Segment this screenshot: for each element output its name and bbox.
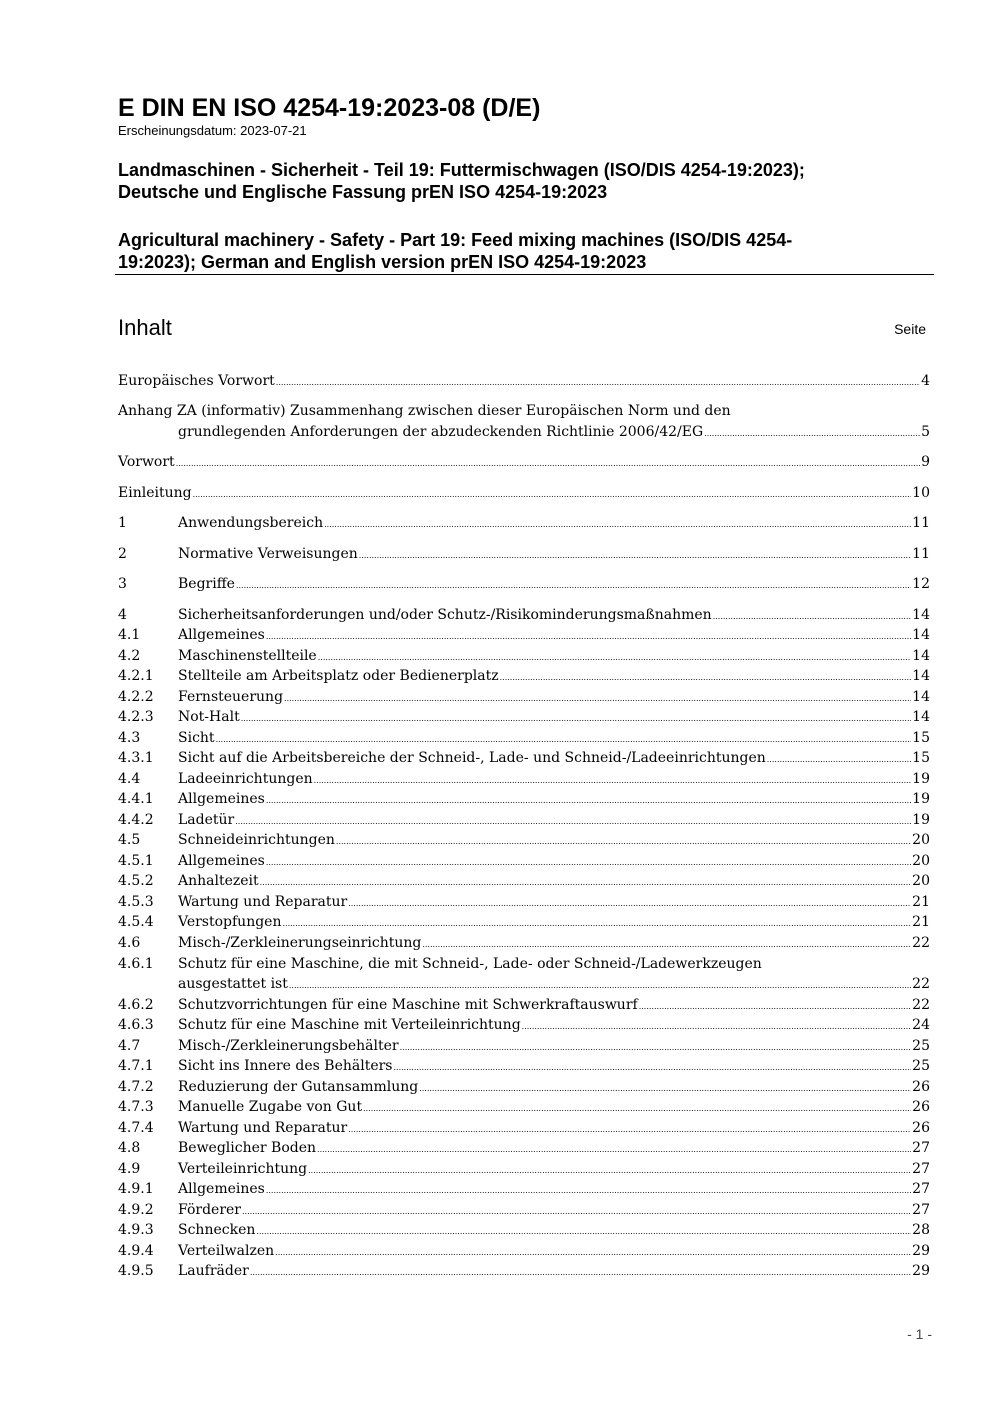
toc-dot-leader — [282, 920, 911, 928]
toc-entry-number: 4.7.1 — [118, 1058, 154, 1074]
toc-entry-title: Not-Halt — [178, 709, 240, 725]
title-german-line2: Deutsche und Englische Fassung prEN ISO 4254-19:2023 — [118, 182, 608, 202]
toc-entry-title: Allgemeines — [178, 791, 265, 807]
toc-entry[interactable] — [118, 544, 930, 564]
toc-dot-leader — [242, 1208, 911, 1216]
toc-entry-page: 27 — [912, 1181, 930, 1197]
toc-entry-number: 2 — [118, 546, 127, 562]
toc-entry-page: 29 — [912, 1243, 930, 1259]
toc-entry-title: Einleitung — [118, 485, 192, 501]
toc-entry-page: 21 — [912, 914, 930, 930]
toc-entry-number: 4.7 — [118, 1038, 141, 1054]
toc-dot-leader — [266, 859, 911, 867]
toc-entry-title: Misch-/Zerkleinerungseinrichtung — [178, 935, 422, 951]
toc-dot-leader — [236, 582, 911, 590]
toc-entry[interactable] — [118, 687, 930, 707]
toc-entry-page: 15 — [912, 750, 930, 766]
toc-entry-title: Sicht — [178, 730, 215, 746]
toc-entry-title: Allgemeines — [178, 853, 265, 869]
toc-entry[interactable] — [118, 371, 930, 391]
toc-entry-page: 29 — [912, 1263, 930, 1279]
toc-entry-title: Reduzierung der Gutansammlung — [178, 1079, 419, 1095]
toc-entry[interactable] — [118, 1015, 930, 1035]
toc-dot-leader — [256, 1228, 911, 1236]
toc-entry-number: 4.9.5 — [118, 1263, 154, 1279]
toc-entry-title: Wartung und Reparatur — [178, 894, 348, 910]
toc-entry-title: ausgestattet ist — [178, 976, 288, 992]
toc-entry[interactable] — [118, 513, 930, 533]
toc-entry-page: 14 — [912, 709, 930, 725]
toc-entry-page: 14 — [912, 689, 930, 705]
toc-entry-page: 4 — [921, 373, 930, 389]
toc-entry-page: 14 — [912, 607, 930, 623]
toc-entry-title: Verteilwalzen — [178, 1243, 275, 1259]
toc-entry[interactable] — [118, 769, 930, 789]
toc-entry[interactable] — [118, 810, 930, 830]
toc-entry-number: 4.3 — [118, 730, 141, 746]
toc-entry-page: 25 — [912, 1058, 930, 1074]
document-number: E DIN EN ISO 4254-19:2023-08 (D/E) — [118, 94, 541, 122]
toc-entry-number: 4.5.4 — [118, 914, 154, 930]
toc-dot-leader — [235, 818, 911, 826]
toc-entry[interactable] — [118, 707, 930, 727]
toc-dot-leader — [336, 838, 911, 846]
toc-dot-leader — [314, 777, 912, 785]
toc-entry-page: 19 — [912, 812, 930, 828]
toc-entry-number: 4.6 — [118, 935, 141, 951]
toc-entry-title: Stellteile am Arbeitsplatz oder Bedienerplatz — [178, 668, 499, 684]
toc-entry[interactable] — [118, 1159, 930, 1179]
issue-date: Erscheinungsdatum: 2023-07-21 — [118, 123, 307, 138]
toc-entry[interactable] — [118, 1179, 930, 1199]
toc-entry-page: 12 — [912, 576, 930, 592]
toc-entry-page: 11 — [912, 546, 930, 562]
toc-dot-leader — [348, 1126, 911, 1134]
toc-entry[interactable] — [118, 789, 930, 809]
toc-entry[interactable] — [118, 1200, 930, 1220]
toc-entry-title: Europäisches Vorwort — [118, 373, 275, 389]
toc-entry-page: 22 — [912, 997, 930, 1013]
toc-dot-leader — [359, 552, 911, 560]
toc-entry-title: Fernsteuerung — [178, 689, 284, 705]
toc-entry-number: 4.9.4 — [118, 1243, 154, 1259]
toc-entry-title: Misch-/Zerkleinerungsbehälter — [178, 1038, 399, 1054]
toc-entry[interactable] — [118, 1138, 930, 1158]
toc-entry[interactable] — [118, 646, 930, 666]
toc-entry-title: Anwendungsbereich — [178, 515, 324, 531]
toc-entry-number: 4.5 — [118, 832, 141, 848]
toc-entry[interactable] — [118, 1036, 930, 1056]
toc-entry-page: 14 — [912, 627, 930, 643]
title-english — [118, 229, 934, 273]
toc-entry[interactable] — [118, 483, 930, 503]
toc-entry[interactable] — [118, 830, 930, 850]
toc-entry[interactable] — [118, 851, 930, 871]
toc-entry-title: Sicht auf die Arbeitsbereiche der Schneid-, Lade- und Schneid-/Ladeeinrichtungen — [178, 750, 766, 766]
toc-entry-title: Schneideinrichtungen — [178, 832, 335, 848]
toc-dot-leader — [284, 695, 911, 703]
toc-entry-number: 4.7.4 — [118, 1120, 154, 1136]
toc-heading: Inhalt — [118, 315, 172, 340]
toc-entry-461-line1: Schutz für eine Maschine, die mit Schneid-, Lade- oder Schneid-/Ladewerkzeugen — [178, 956, 762, 972]
toc-entry-page: 28 — [912, 1222, 930, 1238]
toc-entry-page: 15 — [912, 730, 930, 746]
toc-entry-page: 20 — [912, 832, 930, 848]
toc-entry-number: 4.5.1 — [118, 853, 154, 869]
toc-entry[interactable] — [118, 1097, 930, 1117]
toc-entry-number: 1 — [118, 515, 127, 531]
title-german-line1: Landmaschinen - Sicherheit - Teil 19: Futtermischwagen (ISO/DIS 4254-19:2023); — [118, 160, 805, 180]
title-german — [118, 159, 934, 203]
toc-dot-leader — [193, 491, 912, 499]
toc-entry[interactable] — [118, 1077, 930, 1097]
toc-dot-leader — [324, 521, 911, 529]
title-english-line1: Agricultural machinery - Safety - Part 19: Feed mixing machines (ISO/DIS 4254- — [118, 230, 793, 250]
toc-dot-leader — [289, 982, 911, 990]
toc-entry-page: 26 — [912, 1120, 930, 1136]
toc-entry[interactable] — [118, 748, 930, 768]
toc-dot-leader — [241, 715, 911, 723]
toc-dot-leader — [522, 1023, 912, 1031]
toc-entry-number: 4.6.1 — [118, 956, 154, 972]
toc-entry-number: 4.9.1 — [118, 1181, 154, 1197]
toc-entry-title: Ladeeinrichtungen — [178, 771, 313, 787]
toc-entry[interactable] — [118, 1241, 930, 1261]
toc-entry-title: Allgemeines — [178, 1181, 265, 1197]
toc-dot-leader — [400, 1044, 912, 1052]
toc-dot-leader — [317, 1146, 911, 1154]
toc-dot-leader — [216, 736, 912, 744]
toc-entry[interactable] — [118, 1118, 930, 1138]
toc-dot-leader — [266, 797, 911, 805]
toc-entry-page: 14 — [912, 648, 930, 664]
toc-entry[interactable] — [118, 912, 930, 932]
toc-entry-number: 4.9.3 — [118, 1222, 154, 1238]
toc-entry[interactable] — [118, 995, 930, 1015]
toc-entry[interactable] — [118, 974, 930, 994]
toc-dot-leader — [250, 1269, 911, 1277]
toc-entry-title: Verstopfungen — [178, 914, 282, 930]
toc-entry-number: 4.7.3 — [118, 1099, 154, 1115]
toc-entry-title: Ladetür — [178, 812, 235, 828]
toc-entry-number: 4.6.2 — [118, 997, 154, 1013]
toc-entry[interactable] — [118, 422, 930, 442]
toc-entry-page: 27 — [912, 1161, 930, 1177]
toc-entry[interactable] — [118, 452, 930, 472]
toc-entry[interactable] — [118, 728, 930, 748]
toc-entry-page: 20 — [912, 873, 930, 889]
page-number: - 1 - — [907, 1326, 932, 1342]
toc-annex-line1: Anhang ZA (informativ) Zusammenhang zwischen dieser Europäischen Norm und den — [118, 403, 731, 419]
toc-entry-number: 4.5.2 — [118, 873, 154, 889]
toc-entry-page: 27 — [912, 1202, 930, 1218]
toc-entry[interactable] — [118, 605, 930, 625]
toc-entry[interactable] — [118, 871, 930, 891]
toc-entry-page: 21 — [912, 894, 930, 910]
toc-entry-number: 4.2.3 — [118, 709, 154, 725]
toc-entry-number: 4.4.1 — [118, 791, 154, 807]
toc-dot-leader — [713, 613, 911, 621]
toc-entry-number: 4.9.2 — [118, 1202, 154, 1218]
toc-entry-page: 24 — [912, 1017, 930, 1033]
toc-entry-page: 27 — [912, 1140, 930, 1156]
toc-entry-title: Maschinenstellteile — [178, 648, 317, 664]
toc-dot-leader — [500, 674, 912, 682]
toc-entry-page: 22 — [912, 976, 930, 992]
toc-entry-title: Normative Verweisungen — [178, 546, 358, 562]
toc-entry-title: Schnecken — [178, 1222, 256, 1238]
toc-entry[interactable] — [118, 1056, 930, 1076]
toc-entry-title: Wartung und Reparatur — [178, 1120, 348, 1136]
toc-entry-number: 4.7.2 — [118, 1079, 154, 1095]
toc-entry-page: 20 — [912, 853, 930, 869]
toc-dot-leader — [260, 879, 912, 887]
toc-entry-number: 4.4.2 — [118, 812, 154, 828]
toc-entry[interactable] — [118, 625, 930, 645]
toc-entry-page: 14 — [912, 668, 930, 684]
toc-dot-leader — [422, 941, 911, 949]
toc-entry[interactable] — [118, 933, 930, 953]
toc-entry-title: Verteileinrichtung — [178, 1161, 308, 1177]
toc-entry-title: Anhaltezeit — [178, 873, 259, 889]
toc-dot-leader — [419, 1085, 911, 1093]
toc-entry-title: Beweglicher Boden — [178, 1140, 317, 1156]
toc-entry-number: 4.1 — [118, 627, 141, 643]
toc-entry-title: Schutz für eine Maschine mit Verteileinrichtung — [178, 1017, 521, 1033]
toc-entry-title: Manuelle Zugabe von Gut — [178, 1099, 363, 1115]
toc-entry-page: 19 — [912, 791, 930, 807]
toc-page-label: Seite — [894, 321, 926, 337]
toc-entry-number: 4.2.2 — [118, 689, 154, 705]
toc-entry-number: 4.5.3 — [118, 894, 154, 910]
toc-dot-leader — [308, 1167, 911, 1175]
toc-entry[interactable] — [118, 1261, 930, 1281]
toc-entry-page: 26 — [912, 1099, 930, 1115]
toc-entry-page: 10 — [912, 485, 930, 501]
toc-entry-page: 25 — [912, 1038, 930, 1054]
toc-entry[interactable] — [118, 666, 930, 686]
toc-entry-title: Sicherheitsanforderungen und/oder Schutz-/Risikominderungsmaßnahmen — [178, 607, 712, 623]
toc-entry-number: 4.4 — [118, 771, 141, 787]
toc-entry-number: 4.6.3 — [118, 1017, 154, 1033]
toc-entry-number: 4 — [118, 607, 127, 623]
toc-dot-leader — [176, 460, 920, 468]
toc-entry-title: Laufräder — [178, 1263, 249, 1279]
toc-entry[interactable] — [118, 892, 930, 912]
toc-dot-leader — [275, 1249, 911, 1257]
toc-entry-page: 9 — [921, 454, 930, 470]
toc-entry-title: Förderer — [178, 1202, 241, 1218]
toc-dot-leader — [348, 900, 911, 908]
toc-entry-title: Schutzvorrichtungen für eine Maschine mit Schwerkraftauswurf — [178, 997, 638, 1013]
toc-dot-leader — [767, 756, 911, 764]
toc-entry-title: grundlegenden Anforderungen der abzudeckenden Richtlinie 2006/42/EG — [178, 424, 704, 440]
toc-dot-leader — [276, 379, 920, 387]
toc-header — [118, 313, 926, 343]
toc-dot-leader — [318, 654, 911, 662]
toc-dot-leader — [394, 1064, 912, 1072]
toc-entry-title: Begriffe — [178, 576, 235, 592]
title-divider — [115, 274, 934, 275]
toc-entry[interactable] — [118, 1220, 930, 1240]
toc-entry-page: 5 — [921, 424, 930, 440]
toc-entry-title: Sicht ins Innere des Behälters — [178, 1058, 393, 1074]
toc-entry-page: 11 — [912, 515, 930, 531]
toc-entry-page: 22 — [912, 935, 930, 951]
toc-entry[interactable] — [118, 574, 930, 594]
title-english-line2: 19:2023); German and English version prEN ISO 4254-19:2023 — [118, 252, 647, 272]
toc-entry-title: Vorwort — [118, 454, 175, 470]
toc-entry-number: 4.2.1 — [118, 668, 154, 684]
toc-entry-number: 4.9 — [118, 1161, 141, 1177]
toc-dot-leader — [266, 1187, 911, 1195]
toc-entry-number: 4.3.1 — [118, 750, 154, 766]
toc-entry-title: Allgemeines — [178, 627, 265, 643]
toc-dot-leader — [639, 1003, 911, 1011]
document-header — [118, 94, 934, 139]
toc-dot-leader — [363, 1105, 911, 1113]
toc-dot-leader — [266, 633, 911, 641]
toc-entry-number: 3 — [118, 576, 127, 592]
toc-entry-number: 4.2 — [118, 648, 141, 664]
toc-dot-leader — [704, 430, 920, 438]
toc-entry-number: 4.8 — [118, 1140, 141, 1156]
toc-entry-page: 19 — [912, 771, 930, 787]
toc-entry-page: 26 — [912, 1079, 930, 1095]
